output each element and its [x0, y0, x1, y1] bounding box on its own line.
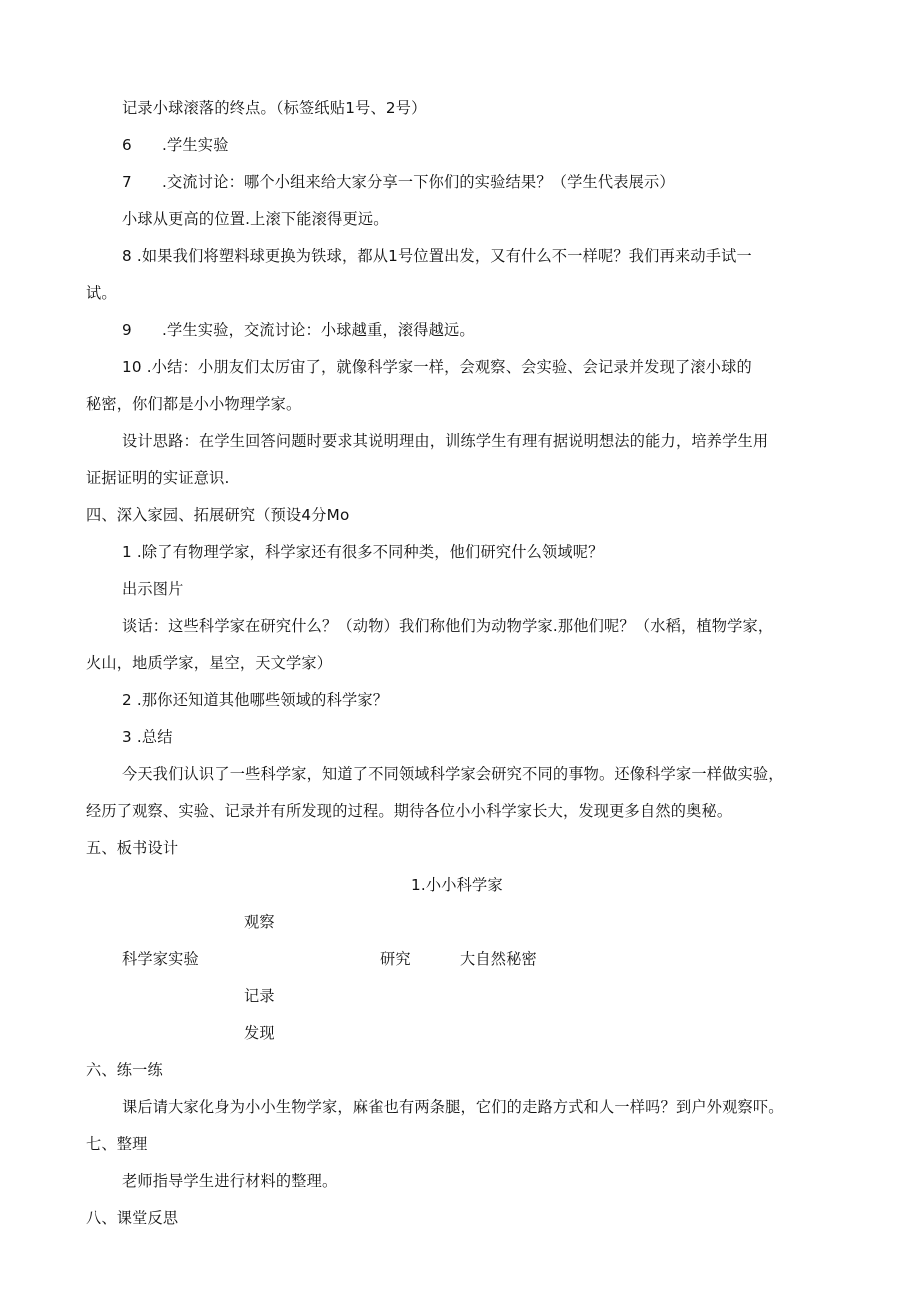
section-heading-6: 六、练一练 — [86, 1061, 163, 1079]
section-heading-5: 五、板书设计 — [86, 839, 179, 857]
item-3: 3 .总结 — [122, 728, 173, 746]
board-nature-secret: 大自然秘密 — [460, 950, 537, 968]
step-8: 8 .如果我们将塑料球更换为铁球，都从1号位置出发，又有什么不一样呢？我们再来动手试一 — [122, 247, 752, 265]
step-text: .交流讨论：哪个小组来给大家分享一下你们的实验结果？（学生代表展示） — [162, 173, 675, 191]
practice-text: 课后请大家化身为小小生物学家，麻雀也有两条腿，它们的走路方式和人一样吗？到户外观察吓。 — [122, 1098, 784, 1116]
section-heading-8: 八、课堂反思 — [86, 1209, 179, 1227]
board-record: 记录 — [244, 987, 275, 1005]
text-line-record-endpoint: 记录小球滚落的终点。（标签纸贴1号、2号） — [122, 99, 427, 117]
step-number: 9 — [122, 321, 132, 339]
step-7 — [122, 172, 675, 192]
step-text: .学生实验，交流讨论：小球越重，滚得越远。 — [162, 321, 475, 339]
board-discover: 发现 — [244, 1024, 275, 1042]
item-1: 1 .除了有物理学家，科学家还有很多不同种类，他们研究什么领域呢？ — [122, 543, 604, 561]
talk: 谈话：这些科学家在研究什么？（动物）我们称他们为动物学家.那他们呢？（水稻，植物学家， — [122, 617, 774, 635]
board-research: 研究 — [380, 950, 411, 968]
design-idea-continued: 证据证明的实证意识. — [86, 469, 230, 487]
section-heading-4: 四、深入家园、拓展研究（预设4分Mo — [86, 506, 350, 524]
show-picture: 出示图片 — [122, 580, 184, 598]
summary: 今天我们认识了一些科学家，知道了不同领域科学家会研究不同的事物。还像科学家一样做实验， — [122, 765, 784, 783]
talk-continued: 火山，地质学家，星空，天文学家） — [86, 654, 333, 672]
board-title: 1.小小科学家 — [411, 876, 503, 894]
section-heading-7: 七、整理 — [86, 1135, 148, 1153]
item-2: 2 .那你还知道其他哪些领域的科学家？ — [122, 691, 389, 709]
step-9 — [122, 320, 475, 340]
text-line-result: 小球从更高的位置.上滚下能滚得更远。 — [122, 210, 389, 228]
step-number: 7 — [122, 173, 132, 191]
step-10: 10 .小结：小朋友们太厉宙了，就像科学家一样，会观察、会实验、会记录并发现了滚小球的 — [122, 358, 752, 376]
step-text: .学生实验 — [162, 136, 229, 154]
design-idea: 设计思路：在学生回答问题时要求其说明理由，训练学生有理有据说明想法的能力，培养学生用 — [122, 432, 769, 450]
board-scientist-experiment: 科学家实验 — [122, 950, 199, 968]
step-10-continued: 秘密，你们都是小小物理学家。 — [86, 395, 302, 413]
step-6 — [122, 135, 229, 155]
step-number: 6 — [122, 136, 132, 154]
step-8-continued: 试。 — [86, 284, 117, 302]
summary-continued: 经历了观察、实验、记录并有所发现的过程。期待各位小小科学家长大，发现更多自然的奥秘。 — [86, 802, 733, 820]
board-observe: 观察 — [244, 913, 275, 931]
cleanup-text: 老师指导学生进行材料的整理。 — [122, 1172, 338, 1190]
